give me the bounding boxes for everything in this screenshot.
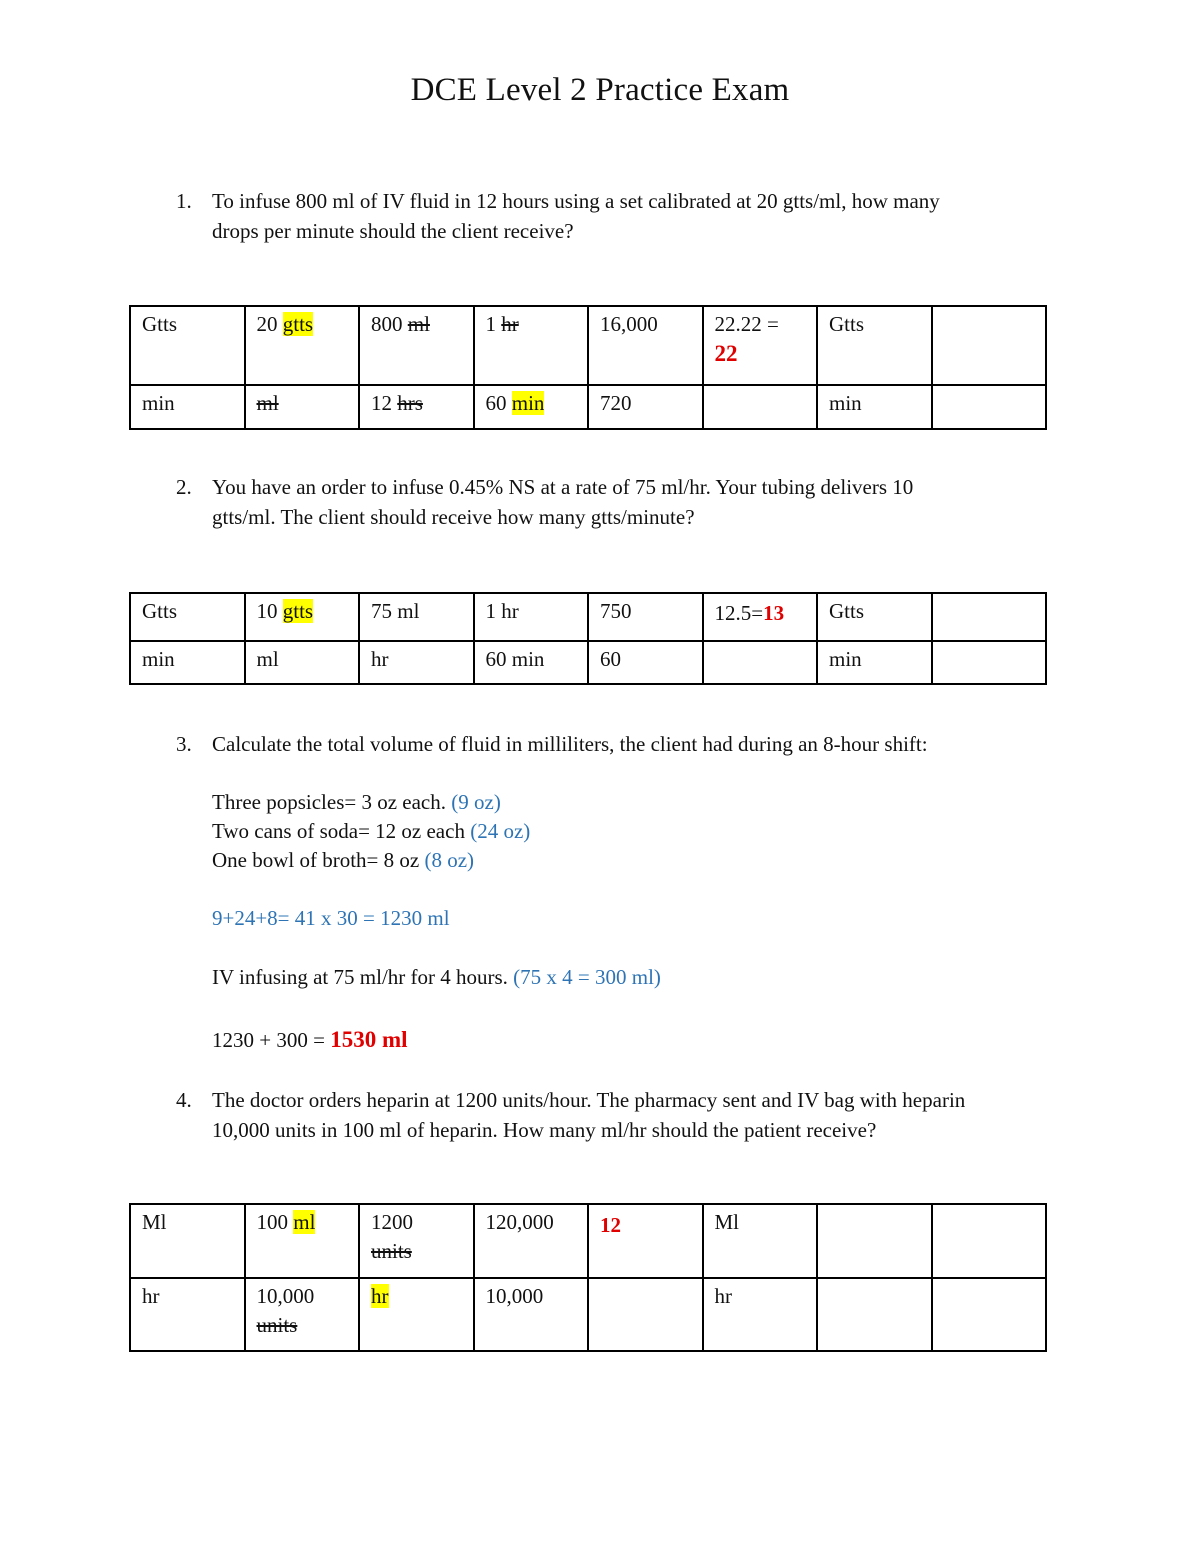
question-text-line: gtts/ml. The client should receive how many gtts/minute? xyxy=(212,505,695,529)
table-row xyxy=(130,593,1046,641)
table-cell xyxy=(932,1204,1047,1278)
table-cell: 1200 units xyxy=(359,1204,474,1278)
list-item: One bowl of broth= 8 oz (8 oz) xyxy=(212,848,475,872)
table-cell: 10,000 xyxy=(474,1278,589,1351)
table-cell xyxy=(932,641,1047,684)
answer-annotation: (9 oz) xyxy=(451,790,501,814)
question-number: 2. xyxy=(176,475,192,499)
table-cell: 12.5=13 xyxy=(703,593,818,641)
table-cell: 75 ml xyxy=(359,593,474,641)
cancelled-unit: units xyxy=(371,1239,412,1263)
table-cell: Gtts xyxy=(130,593,245,641)
answer-annotation: (24 oz) xyxy=(470,819,531,843)
cancelled-unit: units xyxy=(256,1313,298,1337)
table-cell xyxy=(932,385,1047,429)
table-row xyxy=(130,306,1046,385)
sum-calculation: 9+24+8= 41 x 30 = 1230 ml xyxy=(212,906,450,930)
final-answer: 1530 ml xyxy=(330,1027,408,1052)
table-cell: 720 xyxy=(588,385,703,429)
table-cell: 1 hr xyxy=(474,306,589,385)
table-cell: 1 hr xyxy=(474,593,589,641)
highlighted-unit: gtts xyxy=(282,312,314,336)
dimensional-analysis-table xyxy=(129,305,1047,430)
answer-annotation: (8 oz) xyxy=(424,848,475,872)
dimensional-analysis-table xyxy=(129,1203,1047,1352)
table-cell: 20 gtts xyxy=(245,306,360,385)
table-cell: 100 ml xyxy=(245,1204,360,1278)
table-cell xyxy=(932,593,1047,641)
table-cell xyxy=(703,385,818,429)
question-text-line: The doctor orders heparin at 1200 units/hour. The pharmacy sent and IV bag with heparin xyxy=(212,1088,966,1112)
question-number: 4. xyxy=(176,1088,192,1112)
table-cell xyxy=(245,385,360,429)
highlighted-unit: ml xyxy=(293,1210,316,1234)
table-cell xyxy=(817,1204,932,1278)
table-cell: 60 min xyxy=(474,385,589,429)
question-text-line: Calculate the total volume of fluid in milliliters, the client had during an 8-hour shift: xyxy=(212,732,928,756)
table-row xyxy=(130,641,1046,684)
question-1 xyxy=(170,186,1070,246)
table-cell: Ml xyxy=(703,1204,818,1278)
cancelled-unit: ml xyxy=(256,391,279,415)
list-item: Two cans of soda= 12 oz each (24 oz) xyxy=(212,819,531,843)
table-cell xyxy=(703,641,818,684)
final-answer: 12 xyxy=(600,1213,621,1237)
iv-calculation: IV infusing at 75 ml/hr for 4 hours. (75 x 4 = 300 ml) xyxy=(212,965,661,989)
table-cell: min xyxy=(130,385,245,429)
table-cell: 22.22 = 22 xyxy=(703,306,818,385)
question-text-line: drops per minute should the client receive? xyxy=(212,219,574,243)
table-row xyxy=(130,1204,1046,1278)
table-cell: ml xyxy=(245,641,360,684)
table-cell: hr xyxy=(359,641,474,684)
total-calculation: 1230 + 300 = 1530 ml xyxy=(212,1027,408,1052)
question-number: 1. xyxy=(176,189,192,213)
table-cell xyxy=(817,1278,932,1351)
table-cell: min xyxy=(130,641,245,684)
question-number: 3. xyxy=(176,732,192,756)
intake-list xyxy=(212,788,530,875)
question-4 xyxy=(170,1085,1070,1145)
highlighted-unit: hr xyxy=(371,1284,389,1308)
final-answer: 22 xyxy=(714,341,738,366)
question-2 xyxy=(170,472,1070,532)
table-cell: 750 xyxy=(588,593,703,641)
table-cell xyxy=(588,1204,703,1278)
table-cell: 60 min xyxy=(474,641,589,684)
question-3 xyxy=(170,729,1070,759)
table-cell: 16,000 xyxy=(588,306,703,385)
table-cell xyxy=(932,306,1047,385)
table-cell: 12 hrs xyxy=(359,385,474,429)
answer-annotation: (75 x 4 = 300 ml) xyxy=(513,965,661,989)
table-cell: hr xyxy=(703,1278,818,1351)
table-cell: 10,000 units xyxy=(245,1278,360,1351)
table-cell: 60 xyxy=(588,641,703,684)
table-row xyxy=(130,1278,1046,1351)
cancelled-unit: hrs xyxy=(397,391,423,415)
cancelled-unit: ml xyxy=(407,312,430,336)
table-cell xyxy=(588,1278,703,1351)
question-text-line: 10,000 units in 100 ml of heparin. How many ml/hr should the patient receive? xyxy=(212,1118,877,1142)
question-text-line: To infuse 800 ml of IV fluid in 12 hours using a set calibrated at 20 gtts/ml, how many xyxy=(212,189,940,213)
cancelled-unit: hr xyxy=(501,312,519,336)
table-cell: 120,000 xyxy=(474,1204,589,1278)
page-title: DCE Level 2 Practice Exam xyxy=(410,72,790,108)
table-cell: 800 ml xyxy=(359,306,474,385)
question-text-line: You have an order to infuse 0.45% NS at a rate of 75 ml/hr. Your tubing delivers 10 xyxy=(212,475,914,499)
highlighted-unit: min xyxy=(511,391,545,415)
table-cell: hr xyxy=(130,1278,245,1351)
table-cell: 10 gtts xyxy=(245,593,360,641)
table-row xyxy=(130,385,1046,429)
table-cell: Gtts xyxy=(817,306,932,385)
table-cell xyxy=(932,1278,1047,1351)
table-cell: Gtts xyxy=(817,593,932,641)
final-answer: 13 xyxy=(763,601,785,625)
table-cell xyxy=(359,1278,474,1351)
table-cell: Ml xyxy=(130,1204,245,1278)
table-cell: min xyxy=(817,385,932,429)
list-item: Three popsicles= 3 oz each. (9 oz) xyxy=(212,790,501,814)
dimensional-analysis-table xyxy=(129,592,1047,685)
highlighted-unit: gtts xyxy=(282,599,314,623)
table-cell: min xyxy=(817,641,932,684)
table-cell: Gtts xyxy=(130,306,245,385)
